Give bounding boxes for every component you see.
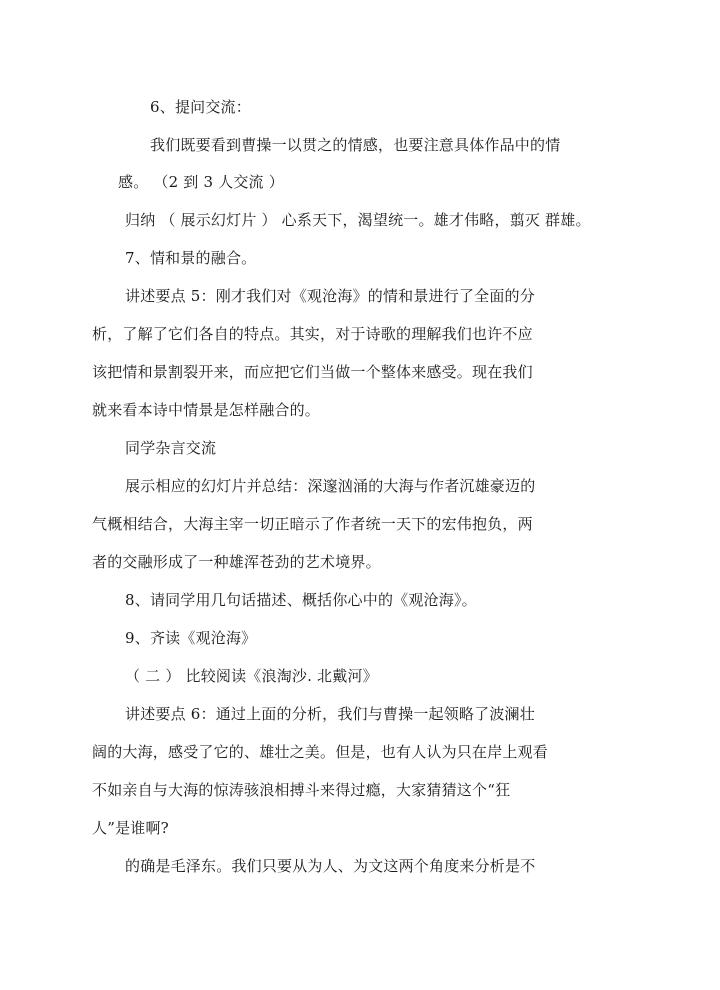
heading-step-8: 8、请同学用几句话描述、概括你心中的《观沧海》。 [125, 591, 477, 609]
paragraph-line: 我们既要看到曹操一以贯之的情感，也要注意具体作品中的情 [150, 136, 561, 154]
paragraph-line: 讲述要点 6：通过上面的分析，我们与曹操一起领略了波澜壮 [125, 705, 535, 723]
section-heading: （ 二 ） 比较阅读《浪淘沙. 北戴河》 [125, 667, 378, 685]
paragraph-line: 就来看本诗中情景是怎样融合的。 [92, 401, 321, 419]
paragraph-line: 讲述要点 5：刚才我们对《观沧海》的情和景进行了全面的分 [125, 287, 535, 305]
heading-step-7: 7、情和景的融合。 [125, 249, 257, 267]
heading-step-9: 9、齐读《观沧海》 [125, 629, 257, 647]
paragraph-line: 的确是毛泽东。我们只要从为人、为文这两个角度来分析是不 [125, 857, 536, 875]
paragraph-line: 感。 （2 到 3 人交流 ） [118, 173, 284, 191]
paragraph-line: 人”是谁啊? [92, 819, 169, 837]
paragraph-line: 该把情和景割裂开来，而应把它们当做一个整体来感受。现在我们 [92, 363, 533, 381]
summary-line: 归纳 （ 展示幻灯片 ） 心系天下，渴望统一。雄才伟略，翦灭 群雄。 [125, 211, 591, 229]
paragraph-line: 展示相应的幻灯片并总结：深邃汹涌的大海与作者沉雄豪迈的 [125, 477, 536, 495]
paragraph-line: 阔的大海，感受了它的、雄壮之美。但是，也有人认为只在岸上观看 [92, 743, 549, 761]
paragraph-line: 同学杂言交流 [125, 439, 217, 457]
paragraph-line: 不如亲自与大海的惊涛骇浪相搏斗来得过瘾，大家猜猜这个“狂 [92, 781, 511, 799]
heading-step-6: 6、提问交流： [150, 98, 251, 116]
paragraph-line: 者的交融形成了一种雄浑苍劲的艺术境界。 [92, 553, 381, 571]
paragraph-line: 气概相结合，大海主宰一切正暗示了作者统一天下的宏伟抱负，两 [92, 515, 533, 533]
paragraph-line: 析，了解了它们各自的特点。其实，对于诗歌的理解我们也许不应 [92, 325, 533, 343]
